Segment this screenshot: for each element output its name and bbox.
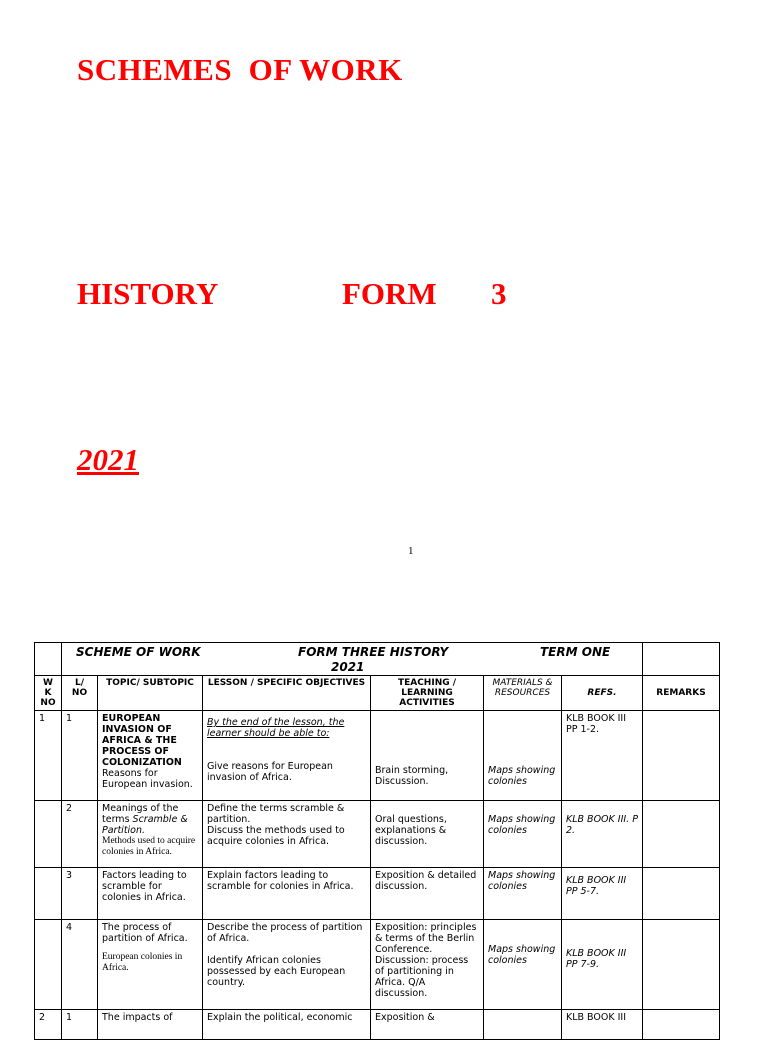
cell-activities [371,801,484,868]
refs-text: KLB BOOK III PP 5-7. [566,875,627,897]
objectives-intro: By the end of the lesson, the learner should be able to: [207,717,345,739]
materials-text: Maps showing colonies [488,765,556,787]
objective-text: Identify African colonies possessed by each European country. [207,955,346,988]
cell-activities: Exposition & detailed discussion. [371,868,484,920]
col-activities: TEACHING / LEARNING ACTIVITIES [371,676,484,711]
activities-text: Oral questions, explanations & discussion. [375,814,447,847]
table-row [35,801,720,868]
table-header-row [35,643,720,676]
cell-lno: 3 [62,868,98,920]
cell-wk: 1 [35,711,62,801]
cell-objectives [203,920,371,1010]
objective-text: Define the terms scramble & partition. [207,803,345,825]
activities-text: Brain storming, Discussion. [375,765,449,787]
refs-text: KLB BOOK III PP 7-9. [566,948,627,970]
form-label: FORM [342,276,437,311]
cell-materials: Maps showing colonies [484,868,562,920]
cell-activities [371,711,484,801]
topic-methods: Methods used to acquire colonies in Africa. [102,836,196,857]
header-blank-cell [643,643,720,676]
header-form-history: FORM THREE HISTORY [298,645,449,659]
cell-objectives [203,801,371,868]
document-title: SCHEMES OF WORK [77,52,403,87]
subject-label: HISTORY [77,276,219,311]
cell-topic [98,920,203,1010]
cell-remarks [643,711,720,801]
topic-colonies: European colonies in Africa. [102,952,183,973]
header-title-cell [62,643,643,676]
cell-objectives [203,711,371,801]
cell-topic: Factors leading to scramble for colonies in Africa. [98,868,203,920]
header-year: 2021 [331,660,365,674]
col-refs: REFS. [562,676,643,711]
col-materials: MATERIALS & RESOURCES [484,676,562,711]
cell-materials [484,1010,562,1040]
cell-remarks [643,1010,720,1040]
col-objectives: LESSON / SPECIFIC OBJECTIVES [203,676,371,711]
cell-activities: Exposition & [371,1010,484,1040]
cell-lno: 1 [62,1010,98,1040]
refs-text: KLB BOOK III. P 2. [566,814,638,836]
cell-refs [562,801,643,868]
page-number: 1 [408,545,414,557]
cell-topic [98,801,203,868]
topic-terms: Scramble & Partition. [102,814,188,836]
cell-activities: Exposition: principles & terms of the Berlin Conference. Discussion: process of partitioning in Africa. Q/A discussion. [371,920,484,1010]
cell-topic: The impacts of [98,1010,203,1040]
cell-materials [484,920,562,1010]
cell-remarks [643,868,720,920]
col-wk-no: W K NO [35,676,62,711]
cell-refs [562,868,643,920]
year-label: 2021 [77,442,139,477]
col-topic: TOPIC/ SUBTOPIC [98,676,203,711]
cell-wk [35,801,62,868]
topic-text: Meanings of the terms [102,803,179,825]
objective-text: Give reasons for European invasion of Africa. [207,761,333,783]
cell-refs: KLB BOOK III PP 1-2. [562,711,643,801]
materials-text: Maps showing colonies [488,944,556,966]
header-scheme: SCHEME OF WORK [76,645,201,659]
cell-materials [484,801,562,868]
table-row [35,868,720,920]
cell-materials [484,711,562,801]
topic-text: The process of partition of Africa. [102,922,188,944]
col-remarks: REMARKS [643,676,720,711]
cell-remarks [643,920,720,1010]
cell-remarks [643,801,720,868]
form-number: 3 [491,276,507,311]
header-blank-cell [35,643,62,676]
topic-heading: EUROPEAN INVASION OF AFRICA & THE PROCESS OF COLONIZATION [102,713,182,768]
cell-objectives: Explain the political, economic [203,1010,371,1040]
materials-text: Maps showing colonies [488,814,556,836]
col-lesson-no: L/ NO [62,676,98,711]
cell-wk [35,868,62,920]
cell-wk [35,920,62,1010]
column-header-row [35,676,720,711]
table-row [35,711,720,801]
cell-topic [98,711,203,801]
objective-text: Discuss the methods used to acquire colonies in Africa. [207,825,345,847]
cell-lno: 4 [62,920,98,1010]
cell-lno: 1 [62,711,98,801]
objective-text: Describe the process of partition of Africa. [207,922,363,944]
cell-lno: 2 [62,801,98,868]
header-term: TERM ONE [540,645,611,659]
table-row [35,1010,720,1040]
cell-refs: KLB BOOK III [562,1010,643,1040]
cell-wk: 2 [35,1010,62,1040]
cell-refs [562,920,643,1010]
topic-text: Reasons for European invasion. [102,768,193,790]
cell-objectives: Explain factors leading to scramble for colonies in Africa. [203,868,371,920]
table-row [35,920,720,1010]
scheme-table [34,642,720,1040]
